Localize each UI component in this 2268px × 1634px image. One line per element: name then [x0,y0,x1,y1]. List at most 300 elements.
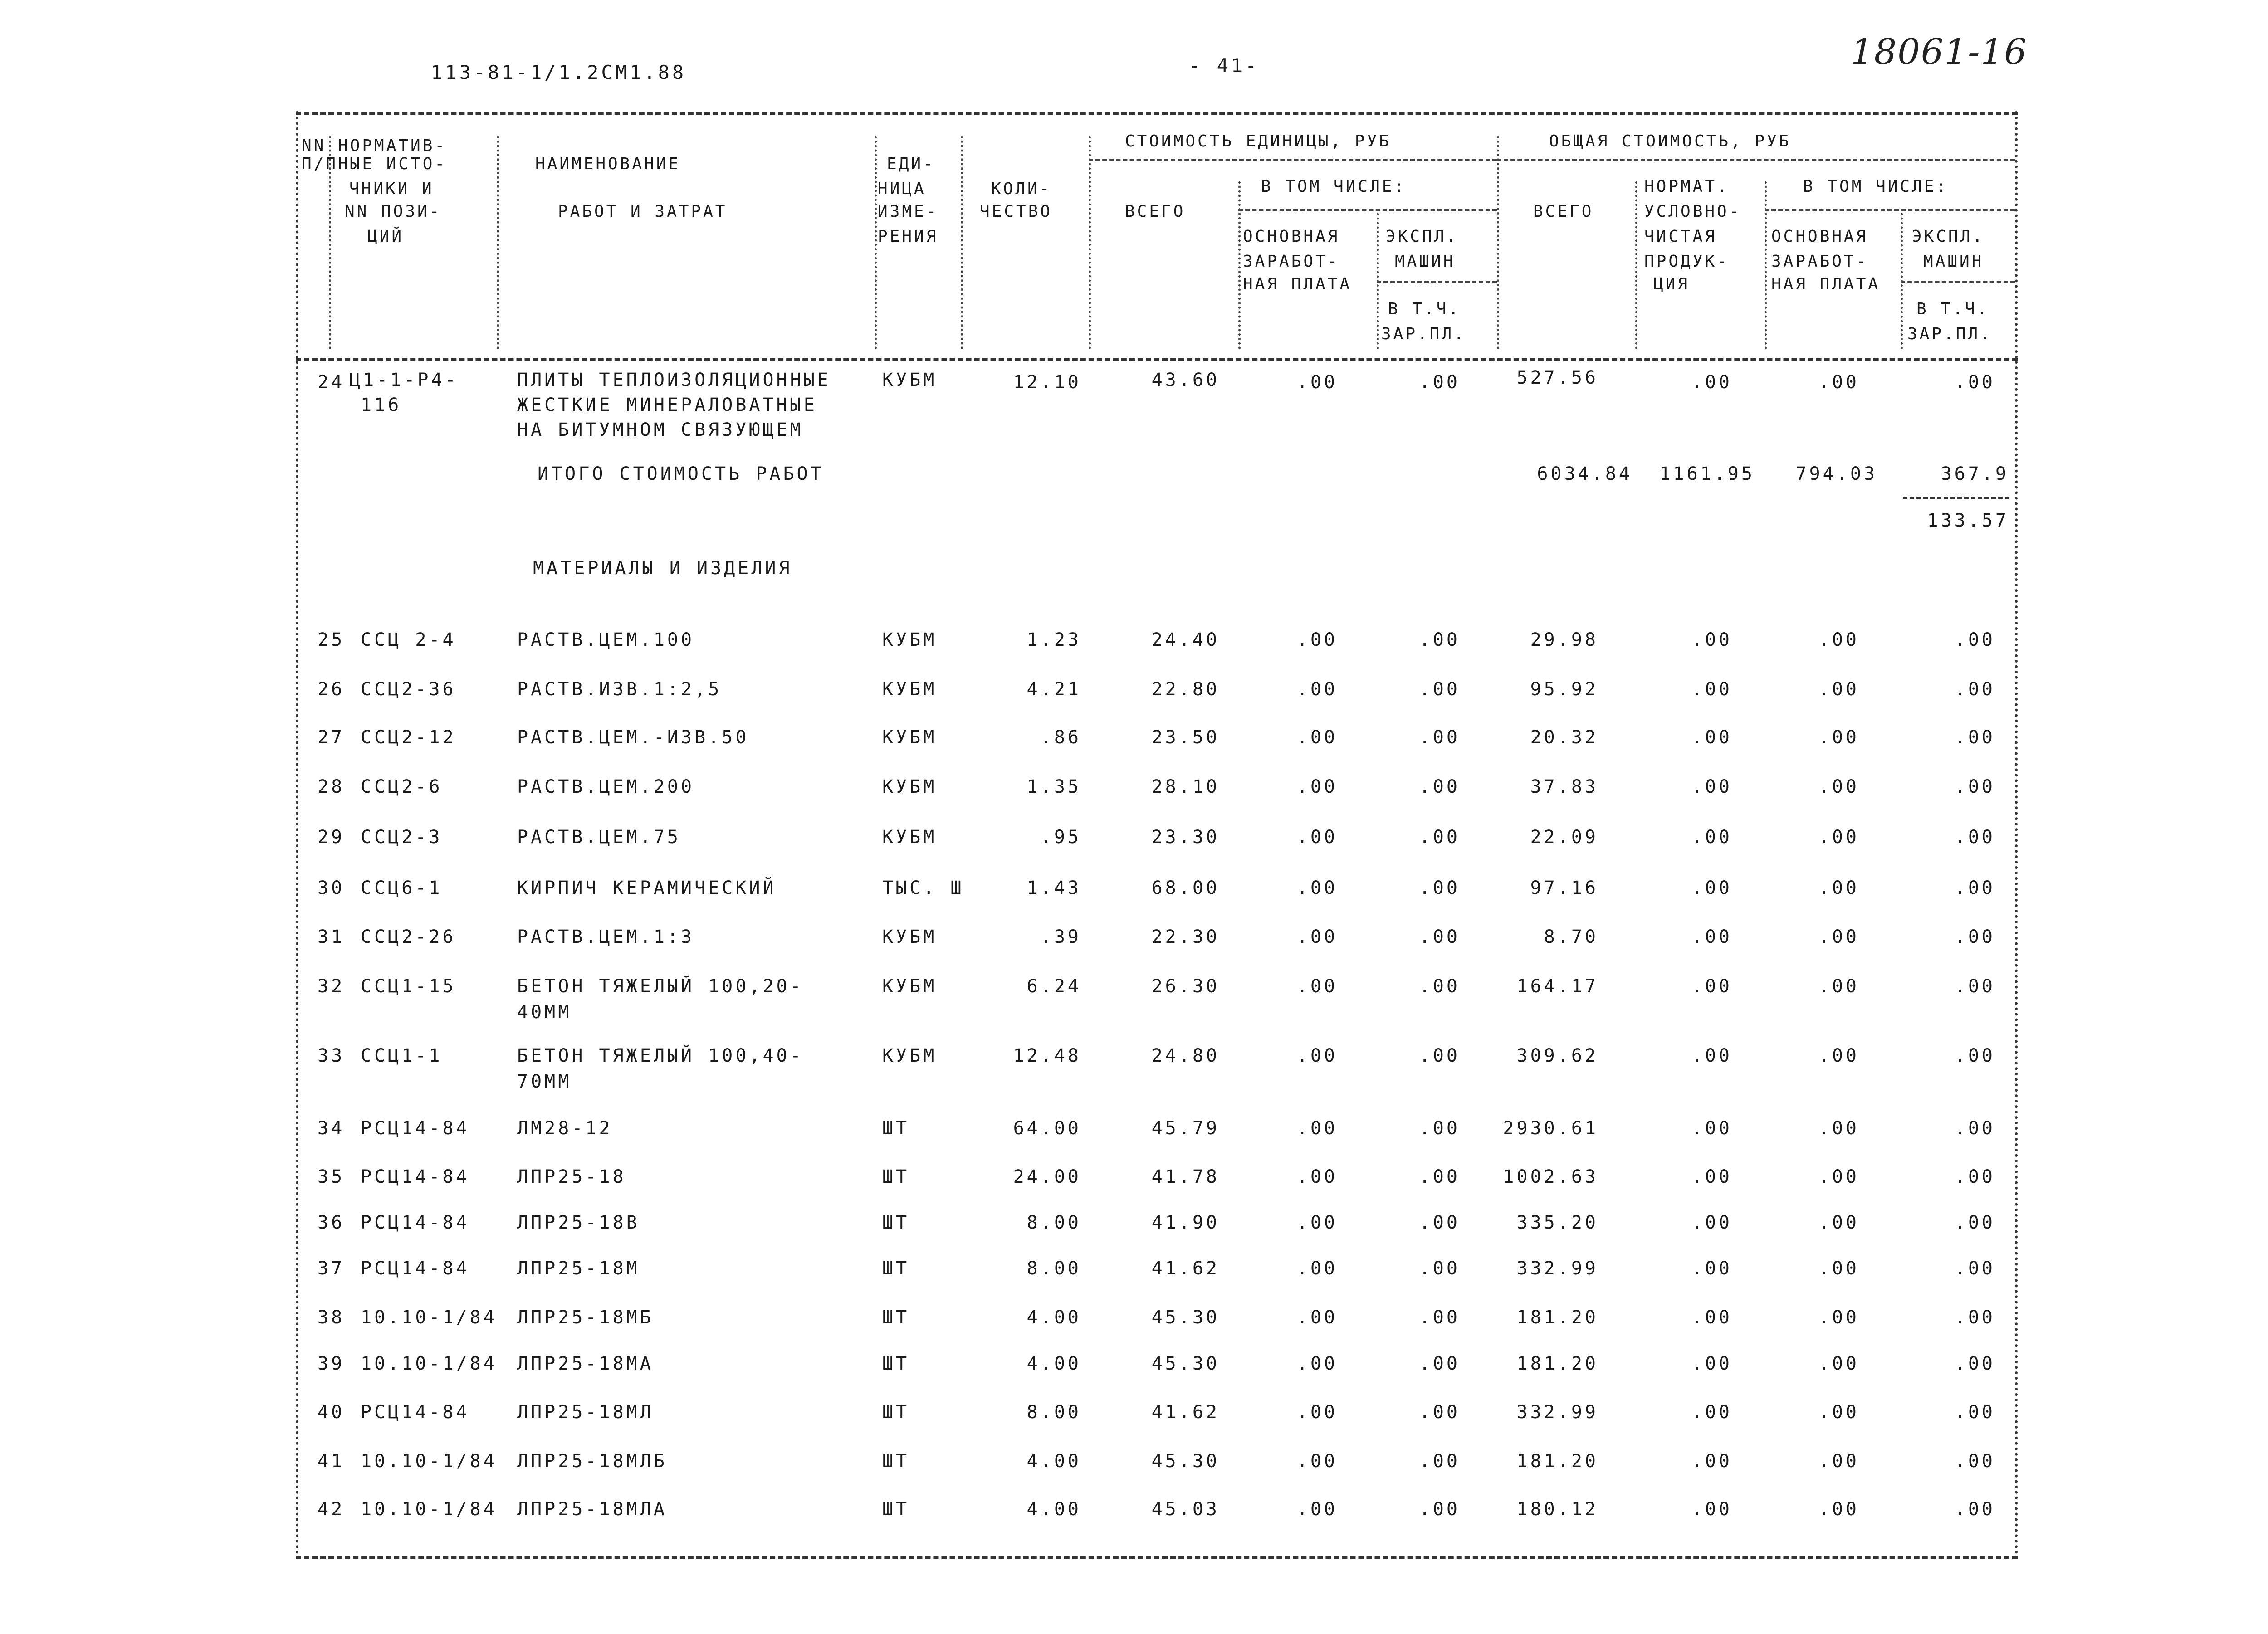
row-name: РАСТВ.ЦЕМ.75 [517,827,681,848]
row-price: 45.30 [1151,1353,1220,1374]
header-unit-3: ИЗМЕ- [878,202,938,221]
sep-qty [1089,136,1091,349]
header-unit-vsego: ВСЕГО [1125,202,1186,221]
header-total-osn-1: ОСНОВНАЯ [1771,227,1868,246]
rule-total-cost [1497,159,2015,161]
row-total-eksp: .00 [1954,1118,1995,1139]
row-normat: .00 [1691,629,1732,650]
row-total-osn: .00 [1818,1353,1859,1374]
row-total: 181.20 [1516,1353,1598,1374]
sep-total-vsego [1635,181,1637,349]
header-unit-4: РЕНИЯ [878,227,938,246]
row-normat: .00 [1691,878,1732,898]
row-unit-eksp: .00 [1419,1258,1460,1279]
row-unit-eksp: .00 [1419,827,1460,848]
row-code: РСЦ14-84 [361,1258,470,1279]
header-total-normat-3: ЧИСТАЯ [1644,227,1717,246]
header-total-v-tom: В ТОМ ЧИСЛЕ: [1803,177,1949,196]
row-code-cont: 116 [361,395,402,415]
row-total-osn: .00 [1818,1451,1859,1472]
row-unit-eksp: .00 [1419,1307,1460,1328]
row-unit-eksp: .00 [1419,372,1460,393]
header-name-1: НАИМЕНОВАНИЕ [535,155,681,173]
row-total-osn: .00 [1818,1307,1859,1328]
row-price: 24.40 [1151,629,1220,650]
header-pp: П/П [302,155,338,173]
itogo-total: 6034.84 [1537,463,1633,484]
row-unit-eksp: .00 [1419,679,1460,700]
header-norm-5: ЦИЙ [367,227,404,246]
header-unit-osn-3: НАЯ ПЛАТА [1243,275,1352,293]
row-total: 164.17 [1516,976,1598,997]
header-norm-2: НЫЕ ИСТО- [338,155,447,173]
row-qty: 8.00 [1026,1212,1081,1233]
row-total-osn: .00 [1818,372,1859,393]
left-border [296,111,298,1560]
row-unit-eksp: .00 [1419,1402,1460,1423]
row-normat: .00 [1691,1212,1732,1233]
row-normat: .00 [1691,1307,1732,1328]
row-name: БЕТОН ТЯЖЕЛЫЙ 100,40- [517,1045,804,1066]
row-code: Ц1-1-Р4- [349,370,459,390]
row-total: 527.56 [1516,367,1598,388]
row-price: 41.90 [1151,1212,1220,1233]
header-total-normat-4: ПРОДУК- [1644,252,1729,271]
row-code: 10.10-1/84 [361,1307,497,1328]
row-normat: .00 [1691,1258,1732,1279]
row-name: ЛПР25-18МЛА [517,1499,667,1520]
row-normat: .00 [1691,1118,1732,1139]
rule-unit-subcols [1238,209,1497,211]
row-name-cont: ЖЕСТКИЕ МИНЕРАЛОВАТНЫЕ [517,395,817,415]
header-total-vsego: ВСЕГО [1533,202,1594,221]
row-total-eksp: .00 [1954,1499,1995,1520]
row-code: ССЦ 2-4 [361,629,456,650]
row-name: РАСТВ.ЦЕМ.1:3 [517,927,695,947]
row-unit-eksp: .00 [1419,1451,1460,1472]
row-price: 45.30 [1151,1451,1220,1472]
row-unit-osn: .00 [1296,629,1338,650]
row-price: 23.30 [1151,827,1220,848]
row-qty: 12.48 [1013,1045,1081,1066]
itogo-zarpl: 133.57 [1927,510,2009,531]
row-name: РАСТВ.ЦЕМ.-ИЗВ.50 [517,727,749,748]
header-unit-eksp-2: МАШИН [1395,252,1456,271]
row-qty: 12.10 [1013,372,1081,393]
row-number: 26 [318,679,345,700]
rule-total-subcols [1765,209,2015,211]
row-unit-eksp: .00 [1419,927,1460,947]
row-unit-osn: .00 [1296,1307,1338,1328]
row-total-eksp: .00 [1954,1451,1995,1472]
row-number: 31 [318,927,345,947]
row-total: 20.32 [1530,727,1598,748]
rule-unit-cost [1089,159,1497,161]
row-total-eksp: .00 [1954,927,1995,947]
row-unit-eksp: .00 [1419,1045,1460,1066]
row-normat: .00 [1691,1402,1732,1423]
row-price: 22.30 [1151,927,1220,947]
row-total: 8.70 [1544,927,1598,947]
header-unit-osn-2: ЗАРАБОТ- [1243,252,1340,271]
row-unit-osn: .00 [1296,1212,1338,1233]
row-qty: 4.00 [1026,1499,1081,1520]
itogo-normat: 1161.95 [1659,463,1755,484]
header-total-normat-1: НОРМАТ. [1644,177,1729,196]
row-total-eksp: .00 [1954,1402,1995,1423]
row-number: 24 [318,372,345,393]
row-number: 34 [318,1118,345,1139]
row-code: ССЦ2-6 [361,776,443,797]
row-name: РАСТВ.ЦЕМ.100 [517,629,695,650]
row-unit: КУБМ [882,927,937,947]
section-title: МАТЕРИАЛЫ И ИЗДЕЛИЯ [533,558,792,579]
row-name: РАСТВ.ИЗВ.1:2,5 [517,679,722,700]
row-normat: .00 [1691,679,1732,700]
header-unit-eksp-1: ЭКСПЛ. [1386,227,1459,246]
row-total: 1002.63 [1503,1166,1598,1187]
row-unit-osn: .00 [1296,679,1338,700]
row-unit: КУБМ [882,370,937,390]
row-price: 68.00 [1151,878,1220,898]
row-unit-eksp: .00 [1419,629,1460,650]
row-unit-eksp: .00 [1419,776,1460,797]
row-unit: КУБМ [882,827,937,848]
sep-total-osn [1901,209,1903,349]
row-qty: 8.00 [1026,1402,1081,1423]
header-total-eksp-2: МАШИН [1923,252,1984,271]
row-normat: .00 [1691,1166,1732,1187]
row-name: ЛПР25-18М [517,1258,640,1279]
row-unit-osn: .00 [1296,878,1338,898]
row-qty: .95 [1040,827,1081,848]
row-unit-osn: .00 [1296,727,1338,748]
row-unit: ШТ [882,1451,910,1472]
row-name: КИРПИЧ КЕРАМИЧЕСКИЙ [517,878,777,898]
row-unit-osn: .00 [1296,1353,1338,1374]
row-price: 45.30 [1151,1307,1220,1328]
document-code: 113-81-1/1.2СМ1.88 [431,61,687,83]
row-unit-eksp: .00 [1419,1499,1460,1520]
row-name: ЛПР25-18 [517,1166,626,1187]
header-qty-1: КОЛИ- [991,180,1052,198]
row-normat: .00 [1691,1499,1732,1520]
row-normat: .00 [1691,776,1732,797]
row-code: ССЦ1-15 [361,976,456,997]
handwritten-number: 18061-16 [1851,32,2028,73]
row-total-eksp: .00 [1954,1045,1995,1066]
header-unit-1: ЕДИ- [887,155,935,173]
itogo-osn: 794.03 [1795,463,1877,484]
row-number: 30 [318,878,345,898]
row-qty: 6.24 [1026,976,1081,997]
row-total-osn: .00 [1818,878,1859,898]
sep-unit-osn [1377,209,1379,349]
row-total-osn: .00 [1818,976,1859,997]
row-unit: ШТ [882,1353,910,1374]
row-normat: .00 [1691,1451,1732,1472]
row-number: 40 [318,1402,345,1423]
row-unit: ШТ [882,1212,910,1233]
row-total-eksp: .00 [1954,1258,1995,1279]
row-total-osn: .00 [1818,1258,1859,1279]
row-total-osn: .00 [1818,1499,1859,1520]
row-code: ССЦ2-12 [361,727,456,748]
row-total-osn: .00 [1818,1118,1859,1139]
row-number: 41 [318,1451,345,1472]
row-unit-osn: .00 [1296,1402,1338,1423]
row-total-eksp: .00 [1954,1166,1995,1187]
row-unit: ШТ [882,1258,910,1279]
row-code: 10.10-1/84 [361,1451,497,1472]
rule-unit-eksp [1377,281,1497,283]
row-price: 41.62 [1151,1258,1220,1279]
sep-total-normat [1765,181,1767,349]
row-total-osn: .00 [1818,679,1859,700]
row-number: 35 [318,1166,345,1187]
row-price: 41.62 [1151,1402,1220,1423]
row-qty: 24.00 [1013,1166,1081,1187]
row-unit-eksp: .00 [1419,1118,1460,1139]
row-code: РСЦ14-84 [361,1166,470,1187]
row-number: 27 [318,727,345,748]
row-unit-eksp: .00 [1419,1166,1460,1187]
row-total-eksp: .00 [1954,776,1995,797]
rule-total-eksp [1901,281,2015,283]
itogo-eksp: 367.9 [1941,463,2009,484]
row-price: 28.10 [1151,776,1220,797]
row-qty: 8.00 [1026,1258,1081,1279]
row-unit-eksp: .00 [1419,727,1460,748]
row-unit: КУБМ [882,1045,937,1066]
row-unit: КУБМ [882,679,937,700]
header-norm-1: НОРМАТИВ- [338,137,447,155]
header-total-eksp-1: ЭКСПЛ. [1912,227,1985,246]
row-code: РСЦ14-84 [361,1402,470,1423]
header-total-vtch-1: В Т.Ч. [1916,300,1989,318]
row-name: ПЛИТЫ ТЕПЛОИЗОЛЯЦИОННЫЕ [517,370,831,390]
row-total-eksp: .00 [1954,1307,1995,1328]
row-total-osn: .00 [1818,1212,1859,1233]
row-code: ССЦ6-1 [361,878,443,898]
row-unit-osn: .00 [1296,976,1338,997]
row-total: 97.16 [1530,878,1598,898]
row-normat: .00 [1691,927,1732,947]
row-unit-osn: .00 [1296,372,1338,393]
row-name-cont: 40ММ [517,1002,572,1023]
row-total-osn: .00 [1818,629,1859,650]
row-unit-osn: .00 [1296,827,1338,848]
row-qty: 4.00 [1026,1451,1081,1472]
row-code: ССЦ2-3 [361,827,443,848]
sep-total [1497,136,1499,349]
row-normat: .00 [1691,1353,1732,1374]
row-unit-osn: .00 [1296,776,1338,797]
row-price: 22.80 [1151,679,1220,700]
row-total-eksp: .00 [1954,679,1995,700]
row-total-osn: .00 [1818,827,1859,848]
row-total: 180.12 [1516,1499,1598,1520]
row-number: 28 [318,776,345,797]
header-unit-vtch-1: В Т.Ч. [1388,300,1461,318]
row-total: 335.20 [1516,1212,1598,1233]
row-price: 23.50 [1151,727,1220,748]
row-qty: 64.00 [1013,1118,1081,1139]
row-number: 32 [318,976,345,997]
row-normat: .00 [1691,727,1732,748]
header-unit-cost: СТОИМОСТЬ ЕДИНИЦЫ, РУБ [1125,132,1391,151]
row-code: 10.10-1/84 [361,1499,497,1520]
row-unit-osn: .00 [1296,1045,1338,1066]
sep-unit [961,136,963,349]
row-code: ССЦ2-26 [361,927,456,947]
row-total-eksp: .00 [1954,976,1995,997]
header-total-vtch-2: ЗАР.ПЛ. [1907,325,1992,343]
row-total: 22.09 [1530,827,1598,848]
row-name: ЛПР25-18МЛ [517,1402,654,1423]
row-qty: 1.23 [1026,629,1081,650]
row-name: ЛПР25-18В [517,1212,640,1233]
row-unit: ШТ [882,1118,910,1139]
row-unit: КУБМ [882,727,937,748]
row-unit-osn: .00 [1296,1118,1338,1139]
header-qty-2: ЧЕСТВО [980,202,1053,221]
sep-norm [497,136,499,349]
row-total: 332.99 [1516,1258,1598,1279]
row-unit-osn: .00 [1296,927,1338,947]
row-code: ССЦ1-1 [361,1045,443,1066]
row-total: 95.92 [1530,679,1598,700]
row-unit: КУБМ [882,776,937,797]
row-name: ЛПР25-18МБ [517,1307,654,1328]
header-bottom-border [296,358,2018,361]
row-total: 37.83 [1530,776,1598,797]
row-unit: КУБМ [882,976,937,997]
row-total-osn: .00 [1818,1402,1859,1423]
right-border [2015,111,2018,1560]
row-unit-osn: .00 [1296,1499,1338,1520]
row-unit: ШТ [882,1307,910,1328]
row-total-eksp: .00 [1954,629,1995,650]
row-unit-osn: .00 [1296,1166,1338,1187]
row-name-cont: 70ММ [517,1071,572,1092]
header-nn: NN [302,137,326,155]
row-normat: .00 [1691,1045,1732,1066]
row-number: 36 [318,1212,345,1233]
row-total-eksp: .00 [1954,1212,1995,1233]
row-total-eksp: .00 [1954,878,1995,898]
row-total: 181.20 [1516,1451,1598,1472]
row-price: 24.80 [1151,1045,1220,1066]
row-total: 29.98 [1530,629,1598,650]
row-name: РАСТВ.ЦЕМ.200 [517,776,695,797]
row-qty: 4.00 [1026,1307,1081,1328]
row-unit: ТЫС. Ш [882,878,964,898]
header-unit-vtch-2: ЗАР.ПЛ. [1381,325,1466,343]
row-code: ССЦ2-36 [361,679,456,700]
row-price: 45.79 [1151,1118,1220,1139]
header-total-osn-2: ЗАРАБОТ- [1771,252,1868,271]
row-number: 33 [318,1045,345,1066]
row-price: 41.78 [1151,1166,1220,1187]
row-unit: ШТ [882,1499,910,1520]
row-qty: .39 [1040,927,1081,947]
row-number: 38 [318,1307,345,1328]
row-unit-eksp: .00 [1419,976,1460,997]
row-name: ЛПР25-18МА [517,1353,654,1374]
row-name: БЕТОН ТЯЖЕЛЫЙ 100,20- [517,976,804,997]
row-normat: .00 [1691,976,1732,997]
row-total: 2930.61 [1503,1118,1598,1139]
row-unit-eksp: .00 [1419,878,1460,898]
top-border [296,112,2018,115]
itogo-label: ИТОГО СТОИМОСТЬ РАБОТ [538,463,824,484]
row-total-osn: .00 [1818,927,1859,947]
row-name: ЛМ28-12 [517,1118,613,1139]
row-normat: .00 [1691,372,1732,393]
row-unit-osn: .00 [1296,1451,1338,1472]
row-code: РСЦ14-84 [361,1212,470,1233]
row-total-osn: .00 [1818,776,1859,797]
header-name-2: РАБОТ И ЗАТРАТ [558,202,728,221]
row-code: 10.10-1/84 [361,1353,497,1374]
row-number: 37 [318,1258,345,1279]
row-normat: .00 [1691,827,1732,848]
row-total: 181.20 [1516,1307,1598,1328]
sep-unit-vsego [1238,181,1241,349]
row-total-eksp: .00 [1954,827,1995,848]
header-norm-4: NN ПОЗИ- [345,202,442,221]
row-total-osn: .00 [1818,727,1859,748]
header-norm-3: ЧНИКИ И [349,180,434,198]
row-qty: 1.35 [1026,776,1081,797]
row-qty: 1.43 [1026,878,1081,898]
row-number: 29 [318,827,345,848]
row-total-eksp: .00 [1954,727,1995,748]
header-total-normat-2: УСЛОВНО- [1644,202,1741,221]
row-number: 39 [318,1353,345,1374]
header-unit-2: НИЦА [878,180,926,198]
row-number: 25 [318,629,345,650]
row-qty: 4.00 [1026,1353,1081,1374]
header-unit-v-tom: В ТОМ ЧИСЛЕ: [1261,177,1407,196]
row-price: 43.60 [1151,370,1220,390]
row-code: РСЦ14-84 [361,1118,470,1139]
row-name: ЛПР25-18МЛБ [517,1451,667,1472]
header-unit-osn-1: ОСНОВНАЯ [1243,227,1340,246]
row-total-osn: .00 [1818,1166,1859,1187]
header-total-normat-5: ЦИЯ [1653,275,1690,293]
itogo-underline [1903,497,2009,499]
row-total: 332.99 [1516,1402,1598,1423]
row-total-eksp: .00 [1954,1353,1995,1374]
row-total-osn: .00 [1818,1045,1859,1066]
row-unit-eksp: .00 [1419,1212,1460,1233]
row-qty: .86 [1040,727,1081,748]
row-unit-osn: .00 [1296,1258,1338,1279]
bottom-border [296,1556,2018,1559]
row-unit: ШТ [882,1166,910,1187]
row-total: 309.62 [1516,1045,1598,1066]
header-total-osn-3: НАЯ ПЛАТА [1771,275,1881,293]
header-total-cost: ОБЩАЯ СТОИМОСТЬ, РУБ [1549,132,1791,151]
sep-name [875,136,877,349]
row-name-cont2: НА БИТУМНОМ СВЯЗУЮЩЕМ [517,419,804,440]
page-number: - 41- [1188,54,1260,77]
row-unit: ШТ [882,1402,910,1423]
row-number: 42 [318,1499,345,1520]
row-qty: 4.21 [1026,679,1081,700]
